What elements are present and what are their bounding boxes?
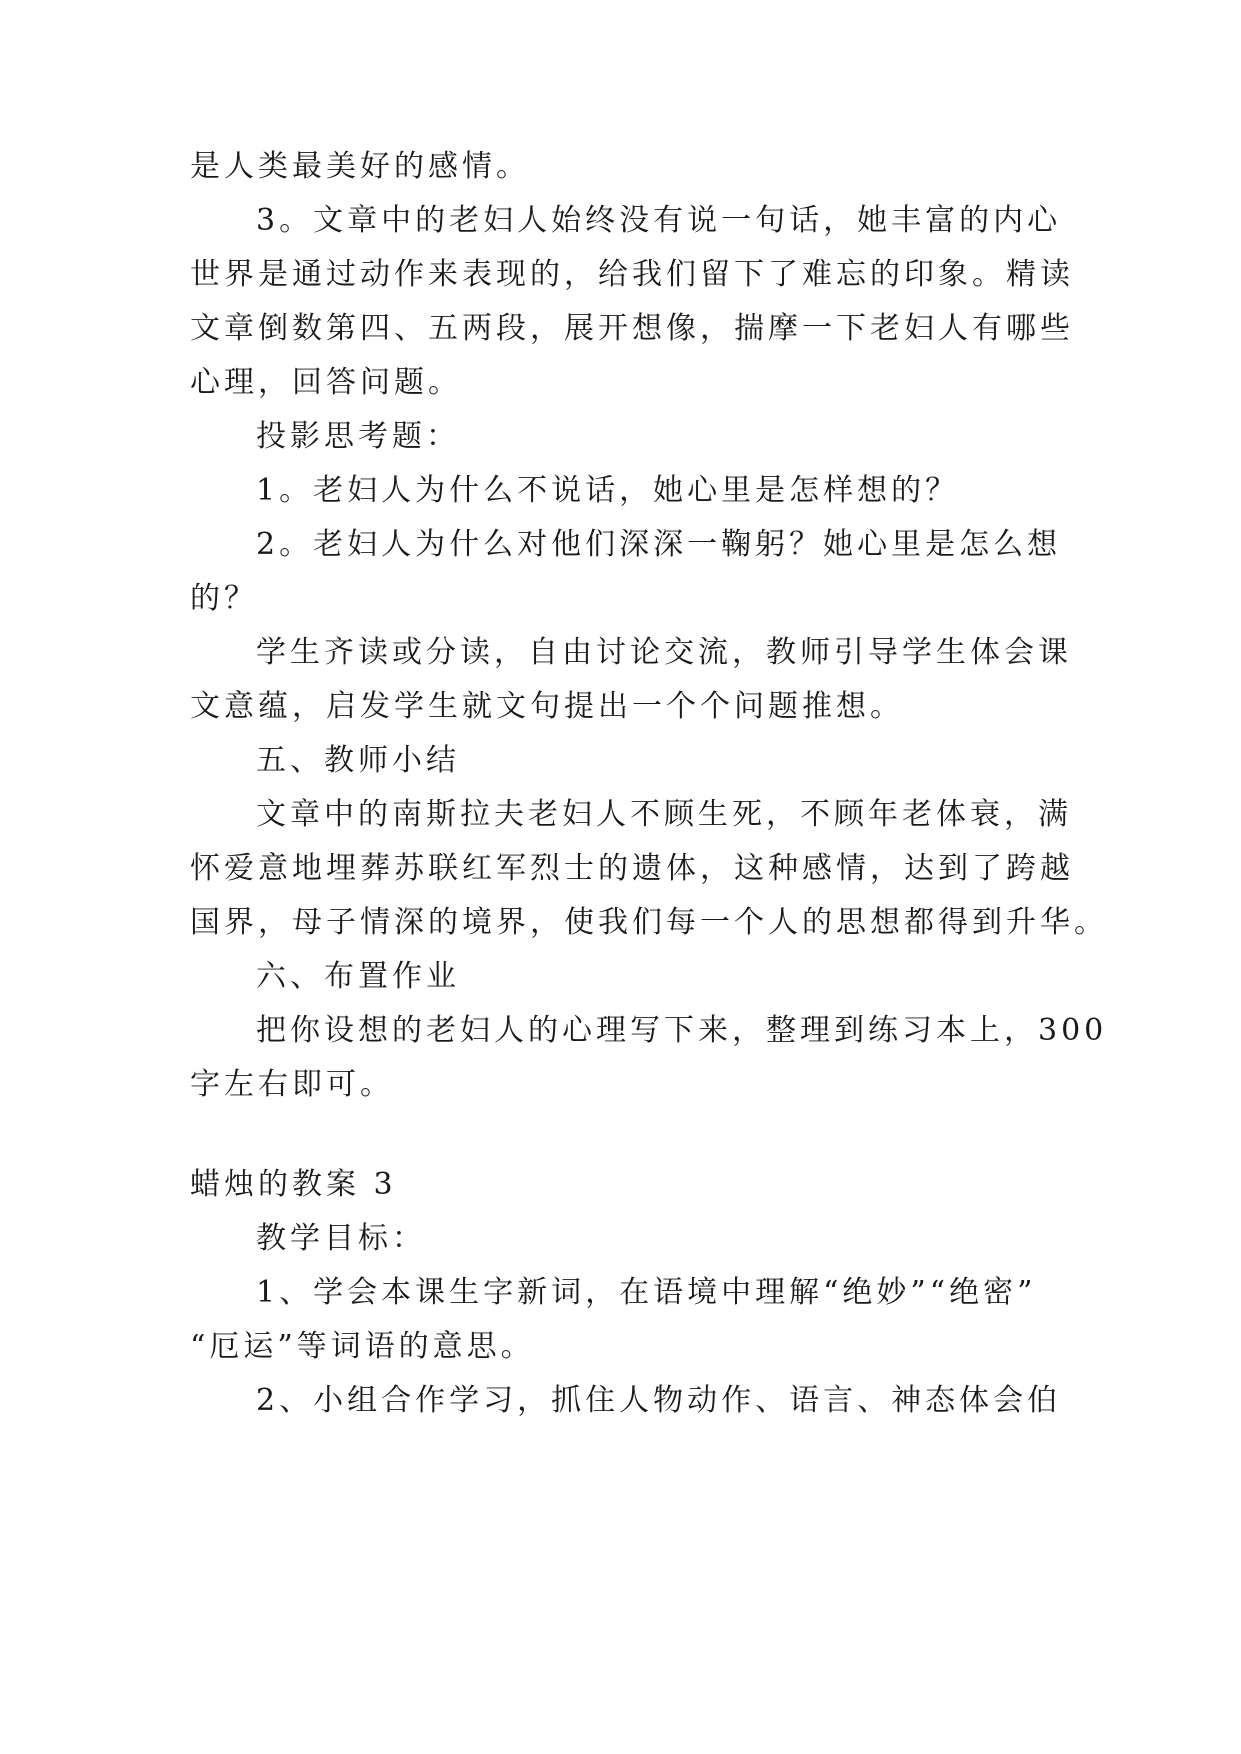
paragraph-line: 是人类最美好的感情。 xyxy=(190,149,530,184)
paragraph-line: 的？ xyxy=(190,581,258,616)
section-heading: 五、教师小结 xyxy=(256,743,460,778)
paragraph-line: 1。老妇人为什么不说话，她心里是怎样想的？ xyxy=(256,473,960,508)
paragraph-line: 怀爱意地埋葬苏联红军烈士的遗体，这种感情，达到了跨越 xyxy=(190,851,1074,886)
paragraph-line: 投影思考题： xyxy=(256,419,460,454)
lesson-title: 蜡烛的教案 3 xyxy=(190,1167,397,1202)
paragraph-line: 3。文章中的老妇人始终没有说一句话，她丰富的内心 xyxy=(256,203,1062,238)
paragraph-line: 文章中的南斯拉夫老妇人不顾生死，不顾年老体衰，满 xyxy=(256,797,1072,832)
paragraph-line: 心理，回答问题。 xyxy=(190,365,462,400)
paragraph-line: 世界是通过动作来表现的，给我们留下了难忘的印象。精读 xyxy=(190,257,1074,292)
paragraph-line: “厄运”等词语的意思。 xyxy=(190,1329,535,1364)
paragraph-line: 国界，母子情深的境界，使我们每一个人的思想都得到升华。 xyxy=(190,905,1108,940)
section-heading: 教学目标： xyxy=(256,1221,426,1256)
paragraph-line: 把你设想的老妇人的心理写下来，整理到练习本上，300 xyxy=(256,1013,1108,1048)
paragraph-line: 学生齐读或分读，自由讨论交流，教师引导学生体会课 xyxy=(256,635,1072,670)
paragraph-line: 2。老妇人为什么对他们深深一鞠躬？她心里是怎么想 xyxy=(256,527,1062,562)
paragraph-line: 文章倒数第四、五两段，展开想像，揣摩一下老妇人有哪些 xyxy=(190,311,1074,346)
paragraph-line: 1、学会本课生字新词，在语境中理解“绝妙”“绝密” xyxy=(256,1275,1037,1310)
paragraph-line: 2、小组合作学习，抓住人物动作、语言、神态体会伯 xyxy=(256,1383,1062,1418)
paragraph-line: 文意蕴，启发学生就文句提出一个个问题推想。 xyxy=(190,689,904,724)
paragraph-line: 字左右即可。 xyxy=(190,1067,394,1102)
section-heading: 六、布置作业 xyxy=(256,959,460,994)
